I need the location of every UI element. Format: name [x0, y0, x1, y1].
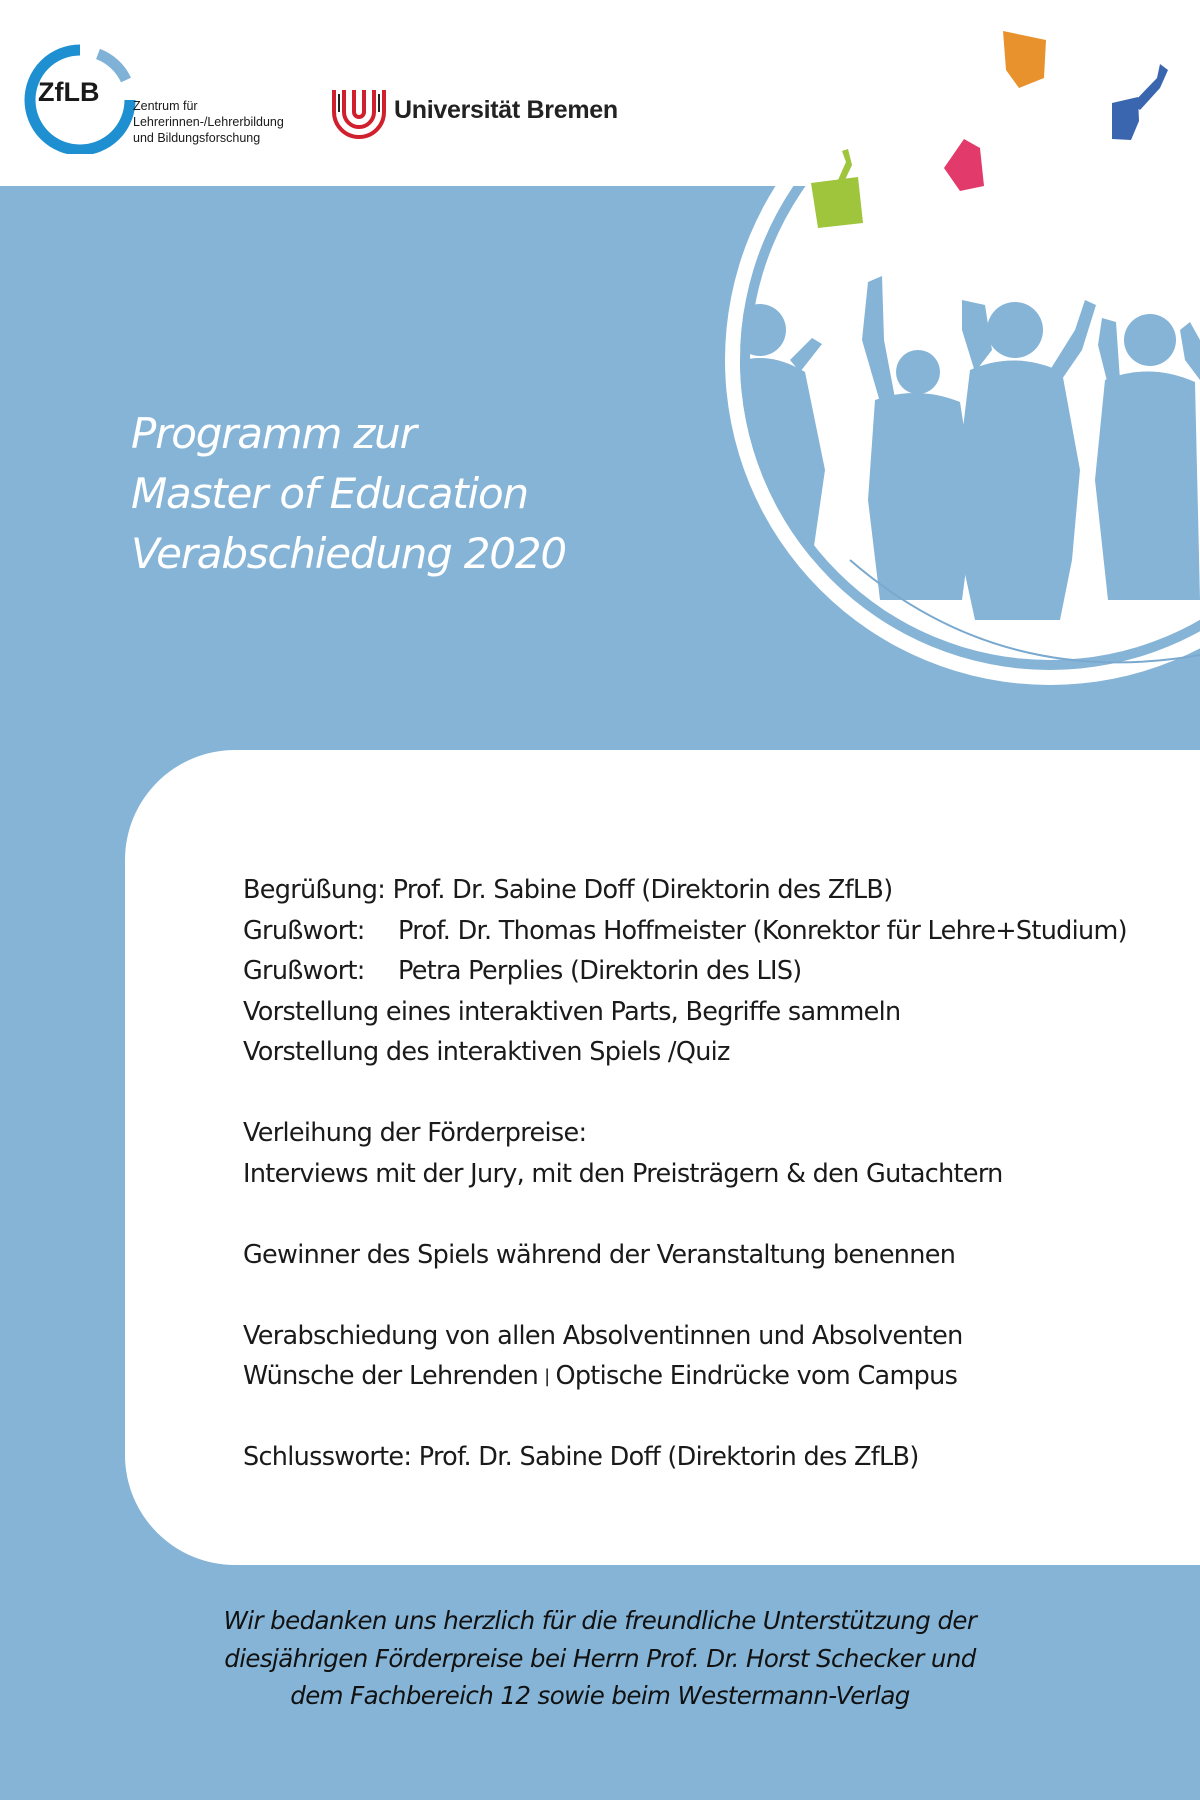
university-name: Universität Bremen [394, 96, 618, 124]
spacer [243, 1397, 1127, 1438]
program-item [243, 1032, 1127, 1073]
program-item-part2: Optische Eindrücke vom Campus [555, 1361, 958, 1391]
program-list [243, 870, 1127, 1478]
program-item-text: Vorstellung des interaktiven Spiels /Quiz [243, 1037, 730, 1067]
zflb-name-line1: Zentrum für [133, 99, 198, 113]
acknowledgement-line2: diesjährigen Förderpreise bei Herrn Prof. Dr. Horst Schecker und [224, 1643, 976, 1673]
program-item [243, 1154, 1127, 1195]
cap-orange-icon [1003, 31, 1046, 88]
spacer [243, 1073, 1127, 1114]
program-item-text: Prof. Dr. Sabine Doff (Direktorin des ZfLB) [392, 875, 893, 905]
acknowledgement [0, 1602, 1200, 1715]
zflb-name-line2: Lehrerinnen-/Lehrerbildung [133, 115, 284, 129]
program-item [243, 911, 1127, 952]
cap-green-tassel-icon [838, 149, 852, 182]
zflb-name-line3: und Bildungsforschung [133, 131, 261, 145]
program-item-text: Petra Perplies (Direktorin des LIS) [398, 956, 802, 986]
program-item-separator: | [544, 1366, 550, 1387]
acknowledgement-line1: Wir bedanken uns herzlich für die freundliche Unterstützung der [223, 1606, 977, 1635]
cap-green-icon [811, 177, 863, 228]
program-item-text: Interviews mit der Jury, mit den Preisträgern & den Gutachtern [243, 1158, 1003, 1189]
program-item-label: Begrüßung: [243, 875, 386, 905]
program-item [243, 951, 1127, 992]
zflb-abbr: ZfLB [38, 77, 100, 107]
program-item [243, 1316, 1127, 1357]
program-item [243, 992, 1127, 1033]
program-item-label: Schlussworte: [243, 1442, 412, 1472]
program-item-text: Vorstellung eines interaktiven Parts, Begriffe sammeln [243, 996, 901, 1027]
cap-blue-tassel-icon [1132, 64, 1168, 110]
spacer [243, 1275, 1127, 1316]
cap-pink-icon [944, 139, 984, 191]
program-item [243, 1235, 1127, 1276]
spacer [243, 1194, 1127, 1235]
acknowledgement-line3: dem Fachbereich 12 sowie beim Westermann-Verlag [290, 1681, 910, 1710]
program-item-text: Verabschiedung von allen Absolventinnen und Absolventen [243, 1320, 963, 1351]
program-item-text: Prof. Dr. Sabine Doff (Direktorin des ZfLB) [418, 1442, 919, 1472]
program-item-text: Prof. Dr. Thomas Hoffmeister (Konrektor für Lehre+Studium) [398, 915, 1127, 946]
program-item-label: Grußwort: [243, 915, 365, 946]
program-item [243, 1437, 1127, 1478]
program-item-text: Gewinner des Spiels während der Veranstaltung benennen [243, 1239, 956, 1270]
page-title [131, 404, 566, 584]
title-line2: Master of Education [131, 469, 528, 518]
graduation-illustration [0, 0, 1200, 700]
title-line3: Verabschiedung 2020 [131, 529, 566, 578]
program-item [243, 1113, 1127, 1154]
program-item-label: Grußwort: [243, 956, 365, 986]
title-line1: Programm zur [131, 409, 416, 458]
program-item [243, 870, 1127, 911]
program-item [243, 1356, 1127, 1397]
program-item-part1: Wünsche der Lehrenden [243, 1361, 539, 1391]
program-item-text: Verleihung der Förderpreise: [243, 1118, 587, 1148]
